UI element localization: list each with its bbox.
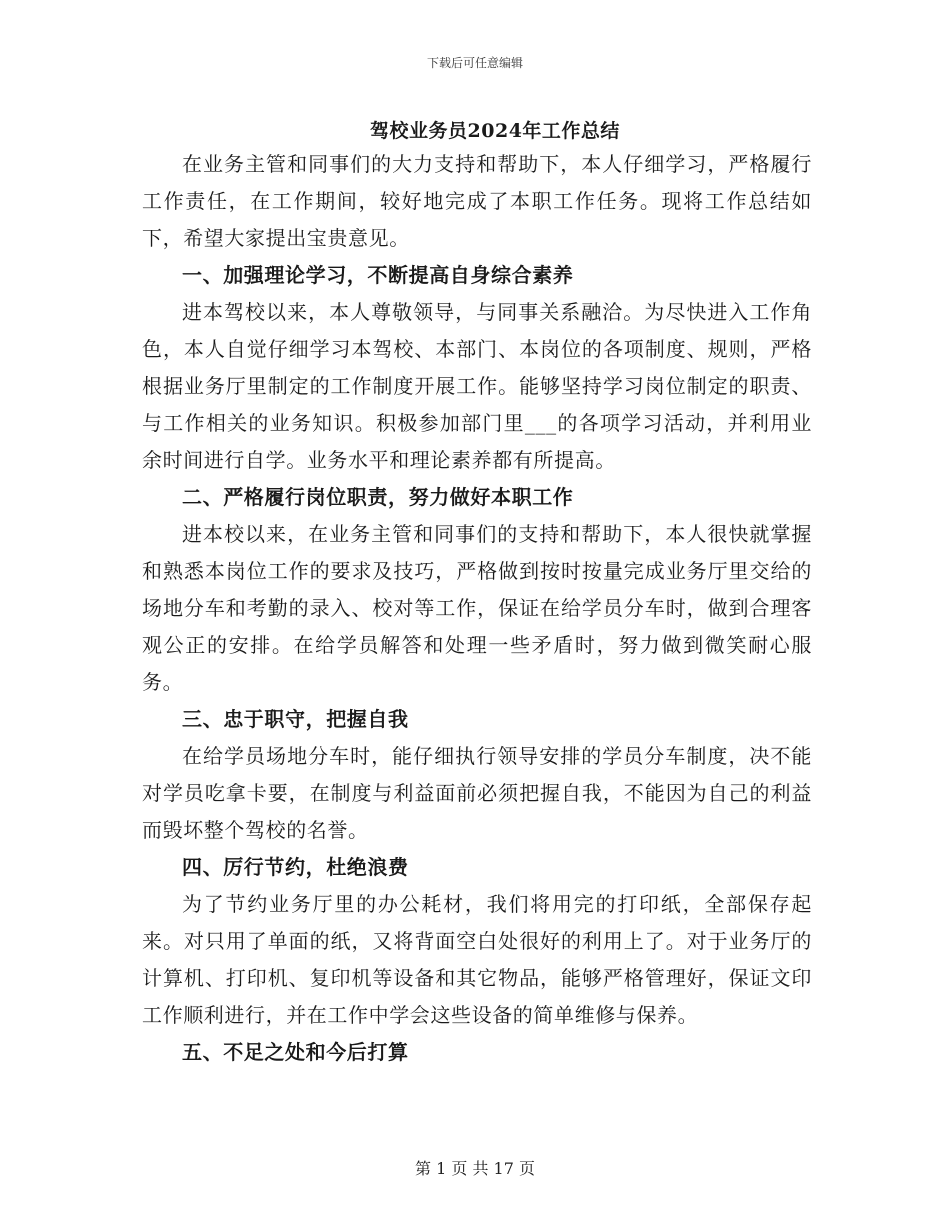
document-title: 驾校业务员2024年工作总结 (370, 120, 620, 142)
section-2-heading: 二、严格履行岗位职责，努力做好本职工作 (182, 485, 574, 509)
section-4-body: 为了节约业务厅里的办公耗材，我们将用完的打印纸，全部保存起来。对只用了单面的纸，又将背面空白处很好的利用上了。对于业务厅的计算机、打印机、复印机等设备和其它物品，能够严格管理好，保证文印工作顺利进行，并在工作中学会这些设备的简单维修与保养。 (142, 892, 812, 1027)
header-note: 下载后可任意编辑 (426, 56, 523, 70)
page-footer: 第 1 页 共 17 页 (415, 1159, 535, 1178)
section-3-body: 在给学员场地分车时，能仔细执行领导安排的学员分车制度，决不能对学员吃拿卡要，在制度与利益面前必须把握自我，不能因为自己的利益而毁坏整个驾校的名誉。 (142, 744, 812, 842)
section-5-heading: 五、不足之处和今后打算 (182, 1040, 409, 1064)
section-4-heading: 四、厉行节约，杜绝浪费 (182, 855, 409, 879)
intro-paragraph: 在业务主管和同事们的大力支持和帮助下，本人仔细学习，严格履行工作责任，在工作期间，较好地完成了本职工作任务。现将工作总结如下，希望大家提出宝贵意见。 (142, 152, 812, 250)
section-2-body: 进本校以来，在业务主管和同事们的支持和帮助下，本人很快就掌握和熟悉本岗位工作的要求及技巧，严格做到按时按量完成业务厅里交给的场地分车和考勤的录入、校对等工作，保证在给学员分车时，做到合理客观公正的安排。在给学员解答和处理一些矛盾时，努力做到微笑耐心服务。 (142, 522, 812, 694)
section-1-heading: 一、加强理论学习，不断提高自身综合素养 (182, 263, 574, 287)
section-1-body: 进本驾校以来，本人尊敬领导，与同事关系融洽。为尽快进入工作角色，本人自觉仔细学习本驾校、本部门、本岗位的各项制度、规则，严格根据业务厅里制定的工作制度开展工作。能够坚持学习岗位制定的职责、与工作相关的业务知识。积极参加部门里___的各项学习活动，并利用业余时间进行自学。业务水平和理论素养都有所提高。 (142, 300, 812, 472)
section-3-heading: 三、忠于职守，把握自我 (182, 707, 409, 731)
document-body (142, 146, 812, 1071)
